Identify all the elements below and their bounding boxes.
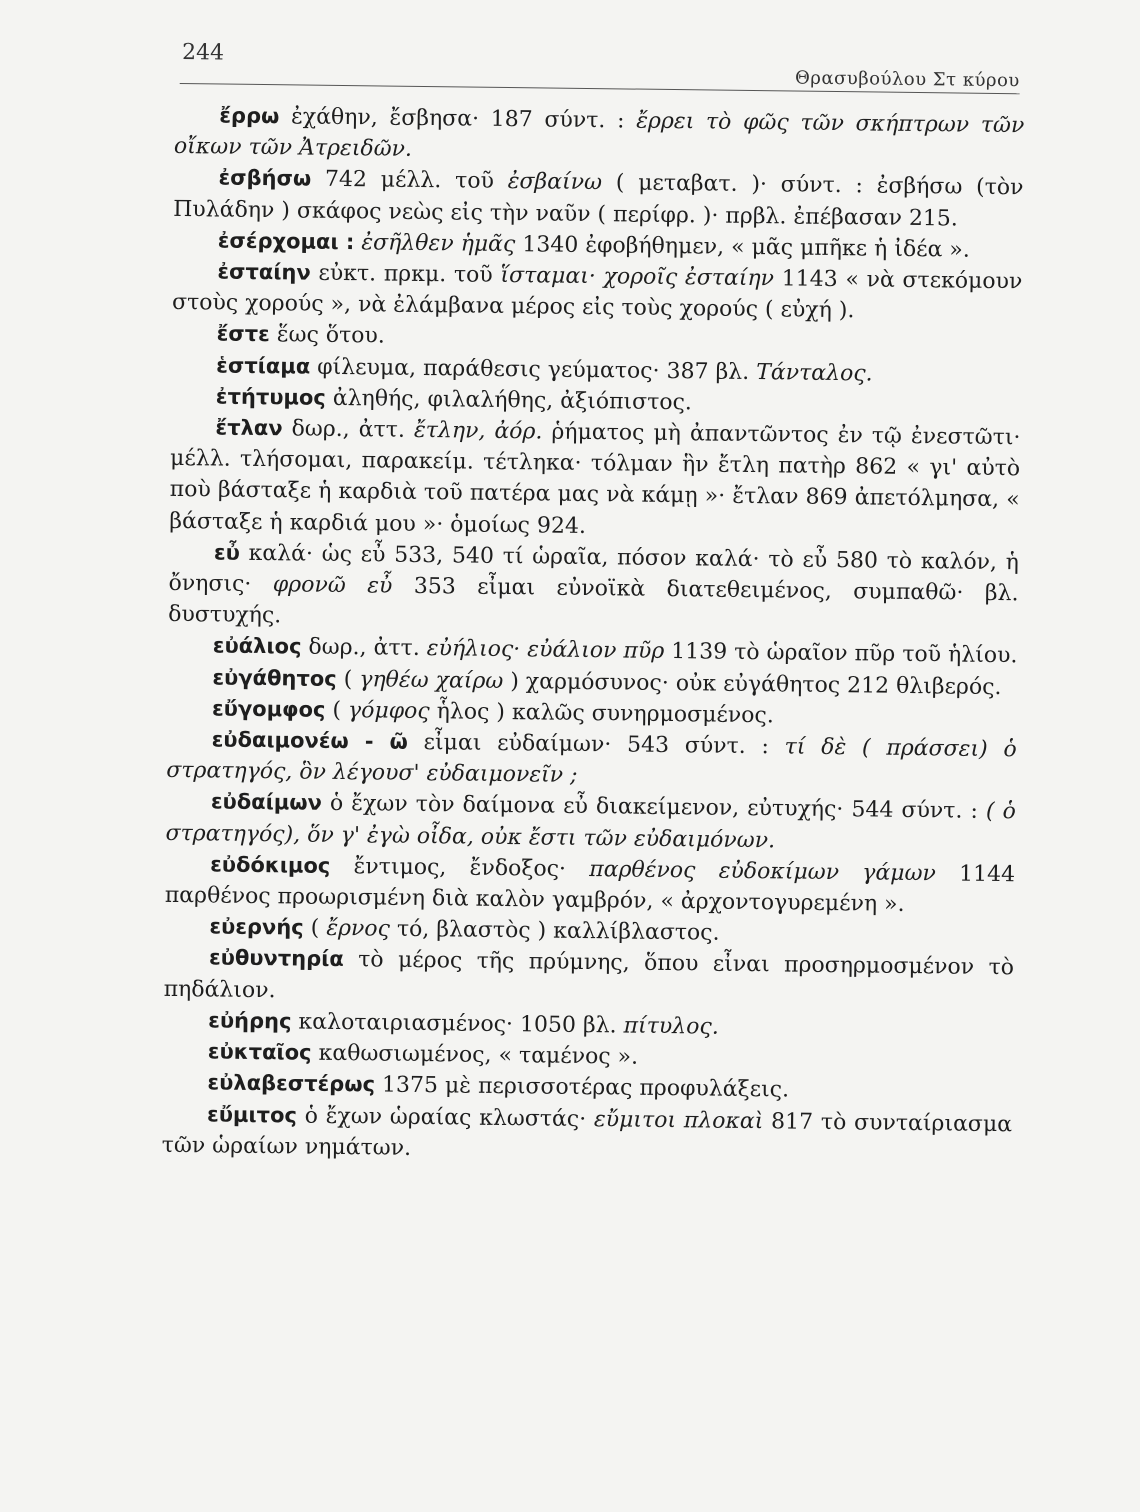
entry-lemma: εὐήρης xyxy=(208,1008,292,1033)
entry-lemma: ἐσταίην xyxy=(217,259,311,284)
entry-quote: Τάνταλος. xyxy=(756,360,873,386)
entry-lemma: εὐλαβεστέρως xyxy=(207,1071,375,1097)
entry-quote: γηθέω χαίρω xyxy=(359,667,503,694)
entry-lemma: ἑστίαμα xyxy=(216,353,310,378)
entry-lemma: εὐδαιμονέω - ῶ xyxy=(212,728,408,754)
glossary-entry xyxy=(163,942,1014,1015)
glossary-entries xyxy=(162,100,1025,1171)
entry-text: φίλευμα, παράθεσις γεύματος· 387 βλ. xyxy=(310,354,756,384)
entry-quote: παρθένος εὐδοκίμων γάμων xyxy=(589,857,936,886)
entry-text: ἐχάθην, ἔσβησα· 187 σύντ. : xyxy=(279,104,636,133)
entry-tail: 1139 τὸ ὡραῖον πῦρ τοῦ ἡλίου. xyxy=(664,639,1018,668)
entry-lemma: εὐάλιος xyxy=(213,634,302,659)
entry-tail: 353 εἶμαι εὐνοϊκὰ διατεθειμένος, συμπαθῶ· βλ. δυστυχής. xyxy=(168,574,1019,629)
page-number: 244 xyxy=(182,40,224,66)
glossary-entry xyxy=(162,1098,1013,1171)
entry-lemma: ἔτλαν xyxy=(215,415,282,440)
entry-lemma: ἐσέρχομαι : xyxy=(218,228,355,254)
entry-text: ( xyxy=(304,916,327,941)
entry-tail: 1144 παρθένος προωρισμένη διὰ καλὸν γαμβρόν, « ἀρχοντογυρεμένη ». xyxy=(165,861,1016,917)
entry-tail: 1143 « νὰ στεκόμουν στοὺς χορούς », νὰ ἐλάμβανα μέρος εἰς τοὺς χορούς ( εὐχή ). xyxy=(172,266,1023,323)
entry-lemma: εὐκταῖος xyxy=(208,1040,312,1065)
entry-tail: ῥήματος μὴ ἀπαντῶντος ἐν τῷ ἐνεστῶτι· μέλλ. τλήσομαι, παρακείμ. τέτληκα· τόλμαν ἣν ἔτλη πατὴρ 862 « γι' αὐτὸ ποὺ βάσταξε ἡ καρδιὰ τοῦ πατέρα μας νὰ κάμῃ »· ἔτλαν 869 ἀπετόλμησα, « βάσταξε ἡ καρδιά μου »· ὁμοίως 924. xyxy=(169,419,1020,538)
glossary-entry xyxy=(165,786,1016,859)
entry-text: ἀληθής, φιλαλήθης, ἀξιόπιστος. xyxy=(326,386,692,415)
entry-text: καλά· ὡς εὖ 533, 540 τί ὡραῖα, πόσον καλά· τὸ εὖ 580 τὸ καλόν, ἡ ὄνησις· xyxy=(168,541,1019,598)
entry-text: ἕως ὅτου. xyxy=(270,323,385,349)
entry-quote: φρονῶ εὖ xyxy=(273,572,393,598)
entry-lemma: ἐτήτυμος xyxy=(216,384,326,409)
entry-quote: ἵσταμαι· χοροῖς ἐσταίην xyxy=(500,263,774,291)
entry-text: ( xyxy=(325,698,348,723)
entry-quote: ἐσβαίνω xyxy=(508,169,603,195)
entry-text: εἶμαι εὐδαίμων· 543 σύντ. : xyxy=(408,730,785,760)
entry-quote: τί δὲ ( πράσσει) ὁ στρατηγός, ὃν λέγουσ' εὐδαιμονεῖν ; xyxy=(166,735,1017,789)
entry-text: καλοταιριασμένος· 1050 βλ. xyxy=(291,1009,623,1038)
entry-quote: ἔτλην, ἀόρ. xyxy=(414,418,543,445)
glossary-entry xyxy=(166,724,1017,797)
entry-text: ἔντιμος, ἔνδοξος· xyxy=(330,854,589,882)
entry-lemma: εὐγάθητος xyxy=(212,665,337,691)
glossary-entry xyxy=(174,100,1025,173)
entry-lemma: ἐσβήσω xyxy=(218,166,311,191)
entry-text: τὸ μέρος τῆς πρύμνης, ὅπου εἶναι προσηρμοσμένον τὸ πηδάλιον. xyxy=(163,948,1014,1003)
entry-text: 742 μέλλ. τοῦ xyxy=(311,167,508,194)
glossary-entry xyxy=(172,256,1023,329)
entry-quote: εὐήλιος· εὐάλιον πῦρ xyxy=(427,637,665,665)
glossary-entry xyxy=(173,162,1024,235)
entry-text: ὁ ἔχων τὸν δαίμονα εὖ διακείμενον, εὐτυχής· 544 σύντ. : xyxy=(322,791,986,824)
entry-tail: ἧλος ) καλῶς συνηρμοσμένος. xyxy=(430,699,774,728)
glossary-entry xyxy=(168,537,1019,641)
entry-lemma: εὐθυντηρία xyxy=(209,946,344,972)
running-title: Θρασυβούλου Στ κύρου xyxy=(795,68,1020,92)
entry-lemma: εὐερνής xyxy=(209,915,304,940)
entry-text: ( xyxy=(337,667,360,692)
entry-tail: ) χαρμόσυνος· οὐκ εὐγάθητος 212 θλιβερός. xyxy=(503,669,1002,700)
entry-lemma: εὔγομφος xyxy=(212,696,326,721)
entry-quote: ἔρρει τὸ φῶς τῶν σκήπτρων τῶν οἴκων τῶν Ἀτρειδῶν. xyxy=(174,109,1025,162)
entry-lemma: ἔστε xyxy=(217,322,270,347)
entry-tail: 1340 ἐφοβήθημεν, « μᾶς μπῆκε ἡ ἰδέα ». xyxy=(515,232,970,263)
entry-text: δωρ., ἀττ. xyxy=(301,635,427,662)
entry-text: καθωσιωμένος, « ταμένος ». xyxy=(311,1041,638,1070)
glossary-entry xyxy=(165,849,1016,922)
entry-lemma: εὔμιτος xyxy=(207,1102,297,1127)
entry-lemma: εὐδόκιμος xyxy=(210,852,330,877)
entry-quote: γόμφος xyxy=(348,698,430,724)
entry-text: δωρ., ἀττ. xyxy=(282,416,414,443)
entry-quote: ἔρνος xyxy=(326,916,390,942)
entry-lemma: ἔρρω xyxy=(219,103,279,128)
entry-tail: 817 τὸ συνταίριασμα τῶν ὡραίων νημάτων. xyxy=(162,1109,1013,1161)
entry-tail: ( μεταβατ. )· σύντ. : ἐσβήσω (τὸν Πυλάδην ) σκάφος νεὼς εἰς τὴν ναῦν ( περίφρ. )· πρβλ. ἐπέβασαν 215. xyxy=(173,171,1024,232)
entry-text: 1375 μὲ περισσοτέρας προφυλάξεις. xyxy=(375,1073,789,1103)
entry-text: εὐκτ. πρκμ. τοῦ xyxy=(311,261,501,288)
entry-lemma: εὖ xyxy=(214,540,240,564)
entry-quote: ( ὁ στρατηγός), ὅν γ' ἐγὼ οἶδα, οὐκ ἔστι τῶν εὐδαιμόνων. xyxy=(165,799,1016,853)
entry-lemma: εὐδαίμων xyxy=(211,790,322,815)
entry-text: ὁ ἔχων ὡραίας κλωστάς· xyxy=(297,1103,594,1132)
entry-quote: εὔμιτοι πλοκαὶ xyxy=(594,1107,764,1134)
entry-tail: τό, βλαστὸς ) καλλίβλαστος. xyxy=(390,917,720,946)
entry-quote: ἐσῆλθεν ἡμᾶς xyxy=(361,230,515,257)
entry-quote: πίτυλος. xyxy=(623,1013,718,1039)
glossary-entry xyxy=(169,412,1020,547)
